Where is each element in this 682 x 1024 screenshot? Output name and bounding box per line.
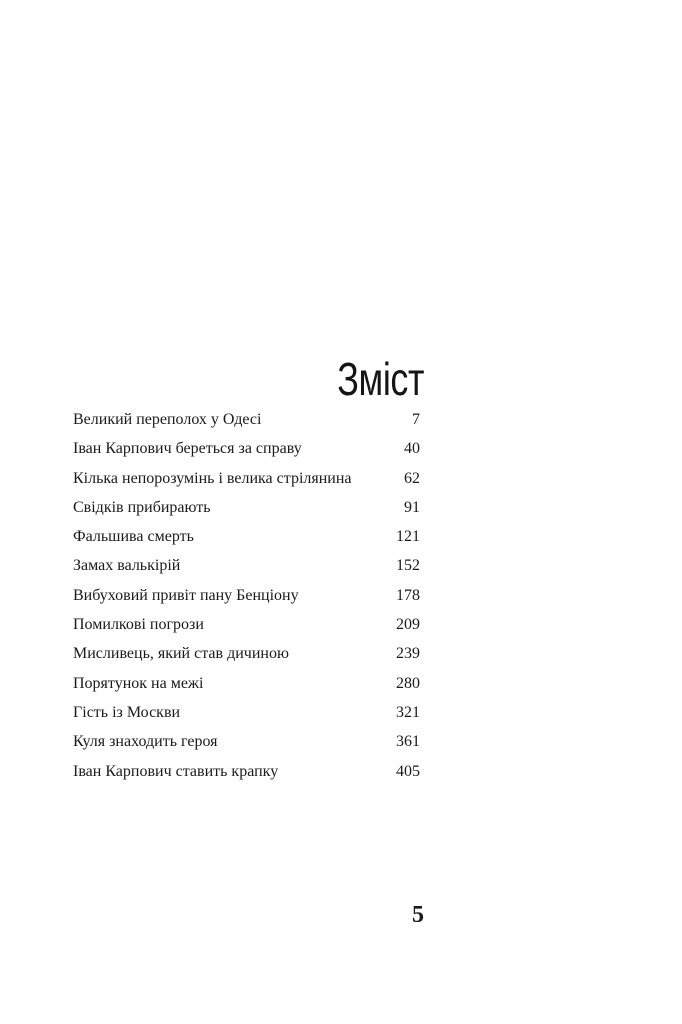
table-of-contents <box>73 405 420 786</box>
toc-entry-page: 152 <box>396 557 420 575</box>
toc-entry-page: 321 <box>396 703 420 721</box>
toc-entry-title: Куля знаходить героя <box>73 733 218 751</box>
toc-entry <box>73 522 420 551</box>
toc-entry <box>73 727 420 756</box>
toc-entry-title: Іван Карпович береться за справу <box>73 440 302 458</box>
toc-entry-page: 209 <box>396 616 420 634</box>
toc-entry-page: 280 <box>396 674 420 692</box>
toc-entry-page: 121 <box>396 528 420 546</box>
toc-entry <box>73 610 420 639</box>
page-number: 5 <box>412 902 424 928</box>
toc-entry-page: 40 <box>404 440 420 458</box>
toc-entry-title: Іван Карпович ставить крапку <box>73 762 279 780</box>
toc-entry-title: Гість із Москви <box>73 703 181 721</box>
toc-entry-title: Помилкові погрози <box>73 616 204 634</box>
toc-entry-page: 178 <box>396 586 420 604</box>
toc-entry-page: 239 <box>396 645 420 663</box>
toc-entry-title: Свідків прибирають <box>73 498 211 516</box>
page-title: Зміст <box>337 352 424 405</box>
toc-entry-title: Фальшива смерть <box>73 528 194 546</box>
toc-entry <box>73 493 420 522</box>
toc-entry-page: 7 <box>412 411 420 428</box>
toc-entry <box>73 669 420 698</box>
toc-entry-page: 405 <box>396 762 420 780</box>
toc-entry-title: Великий переполох у Одесі <box>73 411 262 428</box>
toc-entry-title: Порятунок на межі <box>73 674 204 692</box>
toc-entry <box>73 639 420 668</box>
toc-entry <box>73 434 420 463</box>
toc-entry <box>73 757 420 786</box>
toc-entry-title: Замах валькірій <box>73 557 181 575</box>
toc-entry <box>73 551 420 580</box>
toc-entry-page: 91 <box>404 498 420 516</box>
toc-entry <box>73 405 420 434</box>
toc-entry <box>73 464 420 493</box>
toc-entry-page: 361 <box>396 733 420 751</box>
toc-entry <box>73 581 420 610</box>
toc-entry <box>73 698 420 727</box>
toc-entry-page: 62 <box>404 469 420 487</box>
toc-entry-title: Кілька непорозумінь і велика стрілянина <box>73 469 352 487</box>
toc-entry-title: Вибуховий привіт пану Бенціону <box>73 586 299 604</box>
toc-entry-title: Мисливець, який став дичиною <box>73 645 289 663</box>
